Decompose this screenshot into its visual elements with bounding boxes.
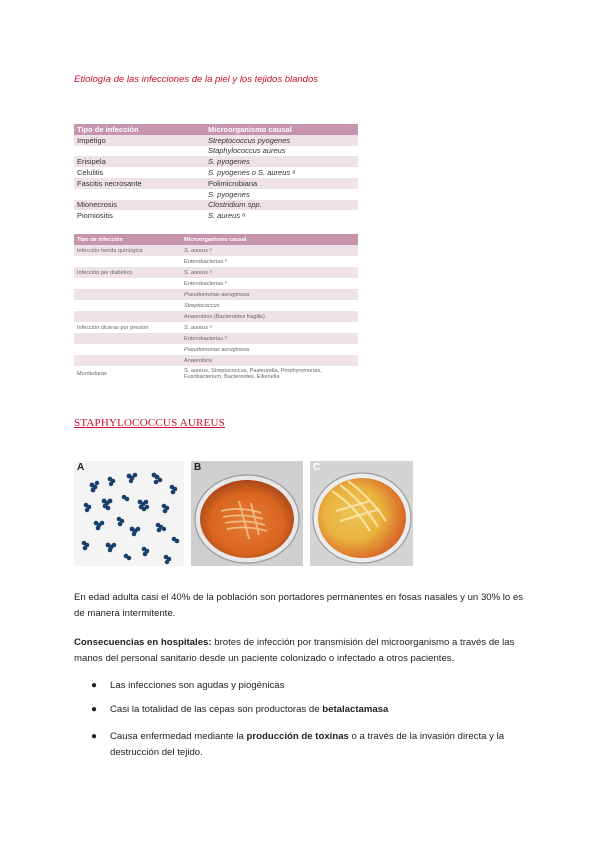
table-cell: Enterobacterias ᵇ [184,280,227,287]
agar-plate-illustration [310,461,413,566]
table-row [74,267,358,278]
bullet-icon: ● [91,731,98,742]
table-row [74,289,358,300]
list-item-text-pre: Casi la totalidad de las cepas son productoras de [110,704,323,715]
table-cell: S. aureus ᵃ [184,269,212,276]
table-cell: S. pyogenes [208,189,250,199]
table-cell [74,256,181,267]
blood-agar-plate-image [191,461,303,566]
list-item-text: Las infecciones son agudas y piogénicas [110,680,285,691]
table-cell [74,355,181,366]
figure-label-b: B [194,462,202,473]
table-cell: Celulitis [77,168,104,178]
table-row [74,146,358,157]
list-item-text-bold: producción de toxinas [246,731,349,742]
table-cell: Pseudomonas aeruginosa [184,346,249,353]
table-cell: Anaerobios [184,357,213,364]
table-row [74,344,358,355]
paragraph-lead: Consecuencias en hospitales: [74,637,212,648]
table-header-cell: Tipo de infección [77,236,123,243]
table-cell [74,278,181,289]
table-row [74,311,358,322]
table-cell: Staphylococcus aureus [208,146,286,156]
table-cell [74,333,181,344]
table-row [74,210,358,221]
table-cell [74,300,181,311]
table-cell: Piomiositis [77,211,113,221]
table-row [74,256,358,267]
table-cell: Mordeduras [77,371,107,377]
table-header-row [74,124,358,135]
table-cell: Infección pie diabético [77,269,133,276]
table-cell: S. aureus, Streptococcus, Pasteurella, Porphyromonas, Fusobacterium, Bacteroides, Eikenella [184,367,322,380]
list-item-text [110,729,530,761]
paragraph-body: brotes de infección por transmisión del microorganismo a través de las manos del personal sanitario desde un paciente colonizado o infectado a otros pacientes. [74,637,515,664]
mannitol-agar-plate-image [310,461,413,566]
table-row [74,355,358,366]
table-cell: S. pyogenes [208,157,250,167]
table-cell: S. aureus ᵃ [184,324,212,331]
table-cell: Anaerobios (Bacteroides fragilis) [184,313,265,320]
table-row [74,333,358,344]
table-cell: Polimicrobiana [208,178,258,188]
table-cell: Impétigo [77,135,106,145]
table-row [74,278,358,289]
table-row [74,135,358,146]
table-row [74,189,358,200]
table-header-row [74,234,358,245]
table-cell [74,146,205,157]
table-cell: Streptococcus [184,302,220,309]
bullet-icon: ● [91,680,98,691]
list-item-text-bold: betalactamasa [322,704,389,715]
hospital-consequences-paragraph [74,635,534,667]
table-row [74,366,358,382]
table-cell: S. aureus ᵃ [184,247,212,254]
table-cell: Mionecrosis [77,200,118,210]
gram-stain-cocci-illustration [74,461,184,566]
table-row [74,167,358,178]
table-cell: Enterobacterias ᵇ [184,258,227,265]
table-row [74,178,358,189]
table-cell: Streptococcus pyogenes [208,135,291,145]
etiology-table-wounds [74,234,358,382]
table-cell [74,344,181,355]
document-title: Etiología de las infecciones de la piel y los tejidos blandos [74,74,318,85]
table-cell: Erisipela [77,157,106,167]
table-cell: Enterobacterias ᵇ [184,335,227,342]
table-cell: Infección úlceras por presión [77,324,149,331]
table-header-cell: Microorganismo causal [184,236,247,243]
table-row [74,322,358,333]
table-header-cell: Microorganismo causal [208,124,292,134]
table-cell [74,311,181,322]
table-cell: Clostridium spp. [208,200,262,210]
agar-plate-illustration [191,461,303,566]
table-row [74,156,358,167]
etiology-table-skin [74,124,358,221]
table-cell: S. aureus ᵃ [208,211,245,221]
figure-label-a: A [77,462,85,473]
section-heading: STAPHYLOCOCCUS AUREUS [74,417,225,429]
bullet-icon: ● [91,704,98,715]
figure-label-c: C [313,462,321,473]
table-row [74,245,358,256]
table-header-cell: Tipo de infección [77,124,139,134]
list-item-text [110,702,530,718]
table-cell: Infección herida quirúrgica [77,247,143,254]
table-cell [74,289,181,300]
carrier-paragraph: En edad adulta casi el 40% de la población son portadores permanentes en fosas nasales y un 30% lo es de manera intermitente. [74,592,524,619]
table-row [74,200,358,211]
list-item-text-post: o a través de la invasión directa y la destrucción del tejido. [110,731,505,758]
list-item-text-pre: Causa enfermedad mediante la [110,731,247,742]
micrograph-gram-stain-image [74,461,184,566]
table-cell: Pseudomonas aeruginosa [184,291,249,298]
table-cell [74,189,205,200]
table-cell: S. pyogenes o S. aureus ᵃ [208,168,295,178]
table-cell: Fascitis necrosante [77,178,142,188]
table-row [74,300,358,311]
